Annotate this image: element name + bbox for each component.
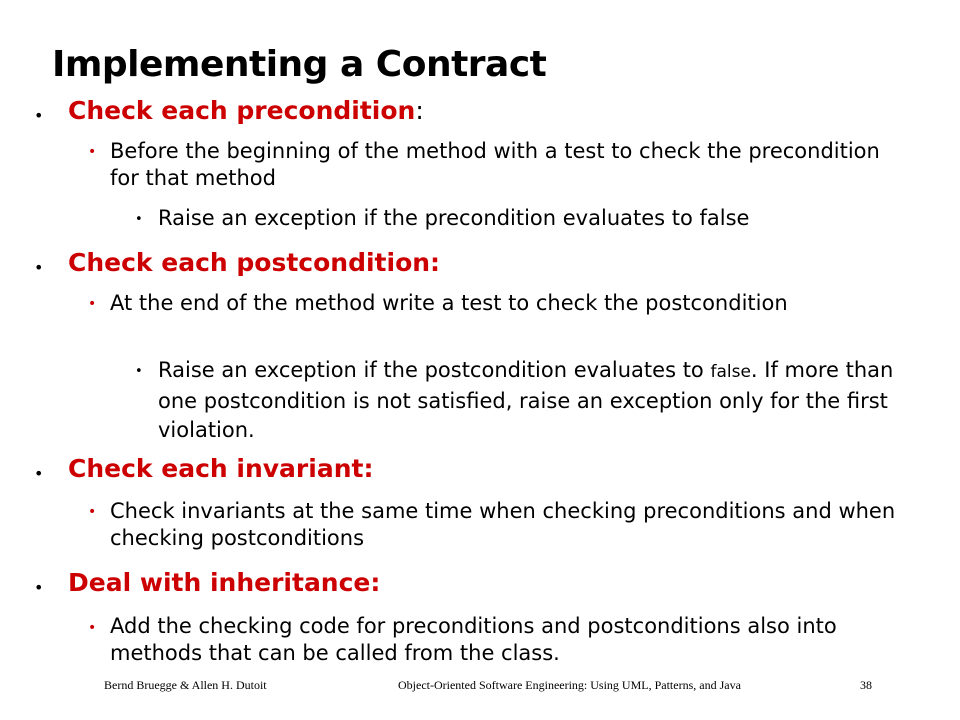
footer-page-number: 38 <box>860 678 872 692</box>
postcondition-detail: At the end of the method write a test to check the postcondition <box>110 291 788 315</box>
bullet-dot: • <box>34 578 44 597</box>
postcondition-exception <box>158 356 918 445</box>
subsub-bullet-dot: • <box>135 212 143 227</box>
heading-precondition <box>68 96 424 125</box>
sub-bullet-dot: • <box>88 144 97 160</box>
postcondition-exception-part-b: . If more than one postcondition is not satisfied, raise an exception only for the first violation. <box>158 358 894 442</box>
invariant-detail: Check invariants at the same time when checking preconditions and when checking postconditions <box>110 499 896 550</box>
bullet-dot: • <box>34 258 44 277</box>
false-keyword: false <box>710 362 751 382</box>
heading-precondition-text: Check each precondition <box>68 96 416 125</box>
sub-bullet-dot: • <box>88 296 97 312</box>
inheritance-detail: Add the checking code for preconditions and postconditions also into methods that can be called from the class. <box>110 614 837 665</box>
sub-bullet-dot: • <box>88 504 97 520</box>
postcondition-exception-part-a: Raise an exception if the postcondition evaluates to <box>158 358 704 382</box>
footer-authors: Bernd Bruegge & Allen H. Dutoit <box>104 678 267 692</box>
precondition-detail: Before the beginning of the method with a test to check the precondition for that method <box>110 139 880 190</box>
sub-bullet-dot: • <box>88 620 97 636</box>
precondition-exception: Raise an exception if the precondition evaluates to false <box>158 206 750 230</box>
heading-invariant: Check each invariant: <box>68 454 374 483</box>
heading-inheritance: Deal with inheritance: <box>68 568 381 597</box>
heading-colon: : <box>415 96 424 125</box>
subsub-bullet-dot: • <box>135 364 143 379</box>
heading-postcondition: Check each postcondition: <box>68 248 441 277</box>
footer-book-title: Object-Oriented Software Engineering: Using UML, Patterns, and Java <box>398 678 741 692</box>
slide-title: Implementing a Contract <box>52 44 547 85</box>
bullet-dot: • <box>34 464 44 483</box>
bullet-dot: • <box>34 106 44 125</box>
